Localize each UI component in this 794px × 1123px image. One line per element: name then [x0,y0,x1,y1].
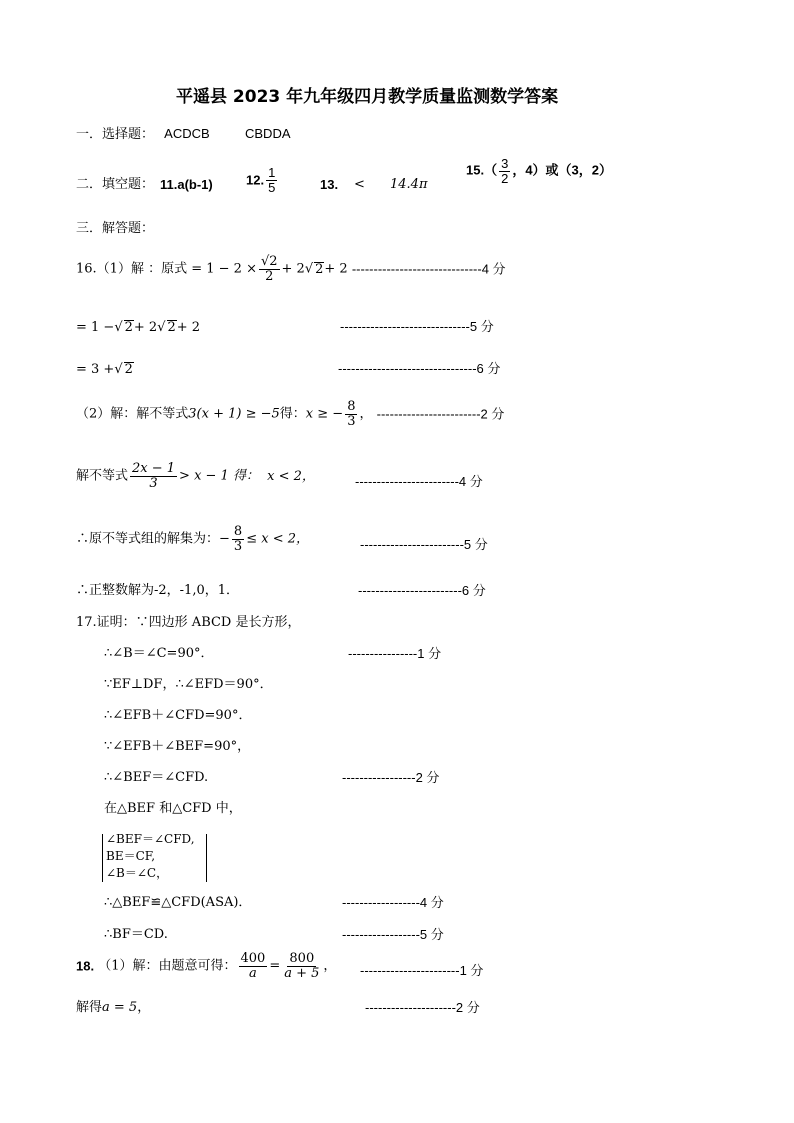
q18-frac1-den: a [249,965,257,981]
q16-p2-mid: 得： [279,406,306,422]
q16-intro: 16.（1）解 ：原式 [76,261,188,277]
q16-line1-plus: + 2 [281,261,305,277]
q17-brace-line2: BE＝CF, [106,849,156,863]
q18-eq: = [269,958,281,974]
q16-p3-score: ------------------------4 分 [355,474,483,489]
q17-line5-score: -----------------2 分 [342,770,440,785]
q16-p5-score: ------------------------6 分 [358,583,486,598]
q18-frac2-den: a + 5 [284,965,320,981]
q17-line8-score: ------------------5 分 [342,927,444,942]
q16-line1-sqrt: 2 [315,262,324,278]
q16-p4-rest: ≤ x < 2， [246,531,309,547]
q12-den: 5 [268,179,276,195]
q18-frac1 [239,952,268,980]
q12-num: 1 [268,165,276,180]
q17-line5: ∴∠BEF＝∠CFD. [104,770,209,785]
q16-line1-frac [259,255,280,283]
q12-answer [246,166,279,194]
q16-p2-score: ------------------------2 分 [376,406,505,422]
q16-p2-ineq: 3(x + 1) ≥ −5 [188,406,280,422]
q16-p3-frac [130,462,177,490]
q17-line2: ∵EF⊥DF，∴∠EFD＝90°． [104,677,273,692]
q16-p4-minus: − [219,531,230,547]
q16-line2-a: = 1 − [76,320,115,335]
section-fill-label: 二．填空题： [76,177,155,192]
q16-p3-rest: > x − 1 得： [179,468,259,484]
q12-fraction [266,166,277,194]
q16-p4-score: ------------------------5 分 [360,537,488,552]
q17-head: 17.证明：∵四边形 ABCD 是长方形， [76,615,301,630]
q13-label: 13. [320,177,339,192]
section-choice [76,127,210,141]
q17-line3: ∴∠EFB＋∠CFD=90°． [104,708,252,723]
q16-line2-e: + 2 [176,320,201,335]
q18-part: （1）解：由题意可得： [98,958,237,974]
q18-score1: -----------------------1 分 [360,963,484,978]
q16-line3-sqrt: 2 [124,362,133,377]
q16-p3-res: x < 2， [267,468,315,484]
q18-line1 [76,952,336,980]
q17-line7-score: ------------------4 分 [342,895,444,910]
q18-l2-comma: ， [137,1000,151,1015]
q16-line3-score: --------------------------------6 分 [338,361,501,376]
choice-answers-b: CBDDA [245,126,291,141]
q16-line1-frac-den: 2 [265,268,274,284]
q16-p4-frac [232,525,244,553]
q16-line2-sqrt2: 2 [167,320,176,335]
q18-number: 18. [76,958,95,974]
page-title: 平遥县 2023 年九年级四月教学质量监测数学答案 [176,87,559,107]
q18-comma: ， [323,958,337,974]
q16-p2-den: 3 [347,413,356,429]
q16-line2: = 1 −√ 2+ 2√ 2+ 2 [76,320,201,335]
q11-answer: 11.a(b-1) [160,177,213,192]
q16-line2-sqrt1: 2 [124,320,133,335]
q16-part2-line2 [76,462,315,490]
q18-frac2-num: 800 [289,951,315,966]
q17-brace-line1: ∠BEF＝∠CFD, [106,832,195,846]
q15-pre: 15.（ [466,162,498,178]
q16-p5: ∴正整数解为-2，-1,0，1． [76,583,240,598]
q16-line1-score: ------------------------------4 分 [351,261,506,277]
q12-label: 12. [246,172,265,188]
q18-frac1-num: 400 [240,951,266,966]
section-answer-label: 三．解答题： [76,221,155,236]
choice-answers-a: ACDCB [164,126,210,141]
section-choice-label: 一．选择题： [76,127,155,142]
q18-score2: ---------------------2 分 [365,1000,480,1015]
q18-l2-pre: 解得 [76,1000,103,1015]
q16-part2-line1 [76,400,504,428]
q17-line1-score: ----------------1 分 [348,646,442,661]
q15-answer [466,157,612,185]
q15-fraction [499,157,510,185]
q18-frac2 [282,952,321,980]
q17-line1: ∴∠B＝∠C=90°． [104,646,214,661]
q16-line1-frac-num: √2 [260,254,278,269]
q16-line2-c: + 2 [133,320,158,335]
q17-line6: 在△BEF 和△CFD 中， [104,801,242,816]
q16-p2-num: 8 [347,399,356,414]
q18-l2-eq: a = 5 [102,1000,138,1015]
q16-p3-num: 2x − 1 [132,461,176,476]
q16-line3: = 3 +√ 2 [76,362,133,377]
q16-p3-den: 3 [149,475,158,491]
q16-line1-tail: + 2 [324,261,348,277]
q17-line8: ∴BF＝CD. [104,927,168,942]
q17-line4: ∵∠EFB＋∠BEF=90°， [104,739,251,754]
q17-brace-line3: ∠B＝∠C， [106,866,169,880]
q16-p4-num: 8 [233,524,243,539]
q17-line7: ∴△BEF≌△CFD(ASA)． [104,895,252,910]
q16-p3-pre: 解不等式 [76,468,129,484]
q16-p2-pre: （2）解：解不等式 [76,406,189,422]
q15-post: ，4）或（3，2） [512,162,613,178]
q15-num: 3 [501,156,509,171]
q15-den: 2 [501,170,509,186]
q16-line2-score: ------------------------------5 分 [340,319,494,334]
q16-line1-eq: = 1 − 2 × [191,261,257,277]
q16-p2-frac [345,400,357,428]
q14-answer: 14.4π [390,177,428,192]
q16-line3-a: = 3 + [76,362,115,377]
q16-p4-den: 3 [233,538,243,554]
q16-p2-comma: ， [359,406,373,422]
q16-p4-pre: ∴原不等式组的解集为： [76,531,220,547]
q16-line1: 16.（1）解 ：原式 = 1 − 2 × $\frac{√2}{2}$ + 2√ 2+ 2 ------------------------------4 分 [76,254,506,284]
q18-line2 [76,1001,150,1014]
q16-p2-res: x ≥ − [305,406,344,422]
q16-part2-line3 [76,525,309,553]
q13-answer: < [354,177,365,192]
